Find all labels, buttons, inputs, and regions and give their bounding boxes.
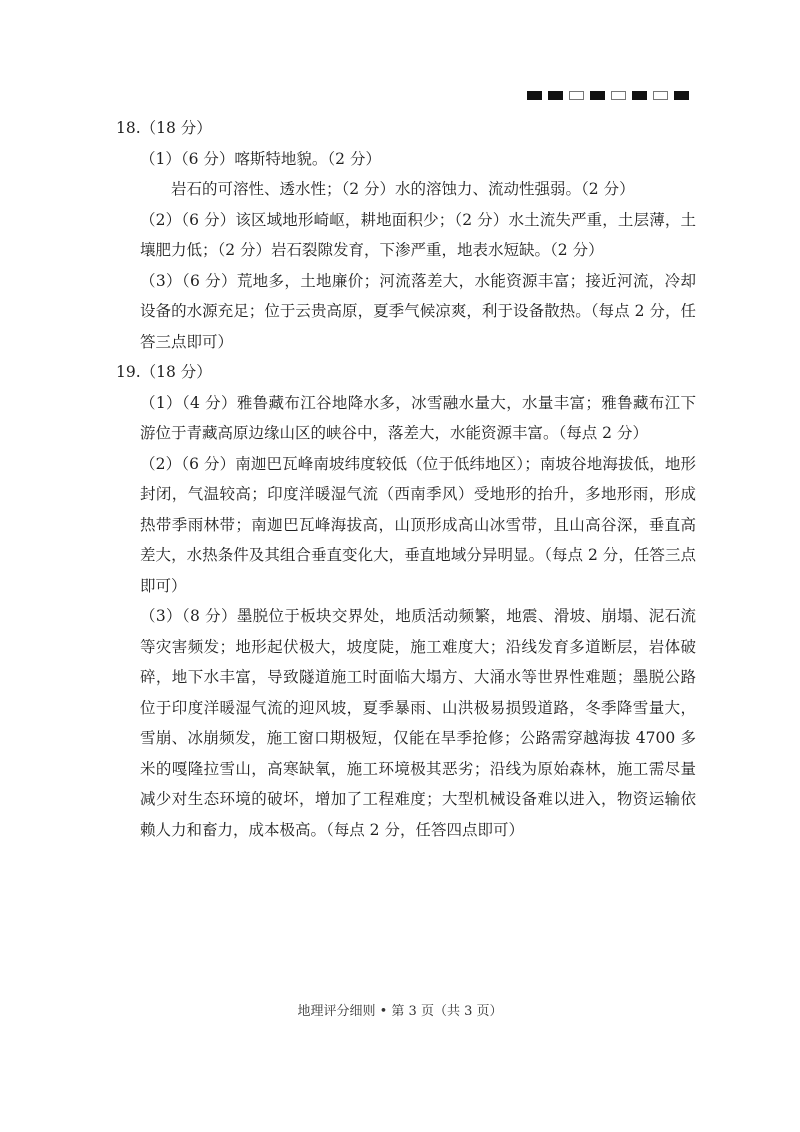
header-marks: [527, 91, 689, 100]
q19-part3: （3）（8 分）墨脱位于板块交界处，地质活动频繁，地震、滑坡、崩塌、泥石流等灾害频发；地形起伏极大，坡度陡，施工难度大；沿线发育多道断层，岩体破碎，地下水丰富，导致隧道施工时面临大塌方、大涌水等世界性难题；墨脱公路位于印度洋暖湿气流的迎风坡，夏季暴雨、山洪极易损毁道路，冬季降雪量大，雪崩、冰崩频发，施工窗口期极短，仅能在旱季抢修；公路需穿越海拔 4700 多米的嘎隆拉雪山，高寒缺氧，施工环境极其恶劣；沿线为原始森林，施工需尽量减少对生态环境的破坏，增加了工程难度；大型机械设备难以进入，物资运输依赖人力和畜力，成本极高。（每点 2 分，任答四点即可）: [140, 607, 696, 839]
q18-part3: （3）（6 分）荒地多，土地廉价；河流落差大，水能资源丰富；接近河流，冷却设备的水源充足；位于云贵高原，夏季气候凉爽，利于设备散热。（每点 2 分，任答三点即可）: [140, 271, 696, 351]
q18-part1-detail: 岩石的可溶性、透水性；（2 分）水的溶蚀力、流动性强弱。（2 分）: [171, 180, 635, 198]
header-mark-filled: [590, 91, 605, 100]
q19-part2: （2）（6 分）南迦巴瓦峰南坡纬度较低（位于低纬地区）；南坡谷地海拔低，地形封闭，气温较高；印度洋暖湿气流（西南季风）受地形的抬升，多地形雨，形成热带季雨林带；南迦巴瓦峰海拔高，山顶形成高山冰雪带，且山高谷深，垂直高差大，水热条件及其组合垂直变化大，垂直地域分异明显。（每点 2 分，任答三点即可）: [140, 454, 696, 595]
page-footer: 地理评分细则 • 第 3 页（共 3 页）: [297, 1004, 503, 1019]
header-mark-hollow: [569, 91, 584, 100]
q19-heading: 19.（18 分）: [116, 363, 212, 381]
q18-part2: （2）（6 分）该区域地形崎岖，耕地面积少；（2 分）水土流失严重，土层薄，土壤肥力低；（2 分）岩石裂隙发育，下渗严重，地表水短缺。（2 分）: [140, 210, 696, 259]
header-mark-hollow: [653, 91, 668, 100]
header-mark-filled: [674, 91, 689, 100]
header-mark-filled: [632, 91, 647, 100]
header-mark-filled: [548, 91, 563, 100]
header-mark-hollow: [611, 91, 626, 100]
q18-part1: （1）（6 分）喀斯特地貌。（2 分）: [140, 149, 381, 168]
header-mark-filled: [527, 91, 542, 100]
answer-content: [116, 113, 696, 845]
q18-heading: 18.（18 分）: [116, 119, 212, 137]
q19-part1: （1）（4 分）雅鲁藏布江谷地降水多，冰雪融水量大，水量丰富；雅鲁藏布江下游位于青藏高原边缘山区的峡谷中，落差大，水能资源丰富。（每点 2 分）: [140, 393, 696, 442]
